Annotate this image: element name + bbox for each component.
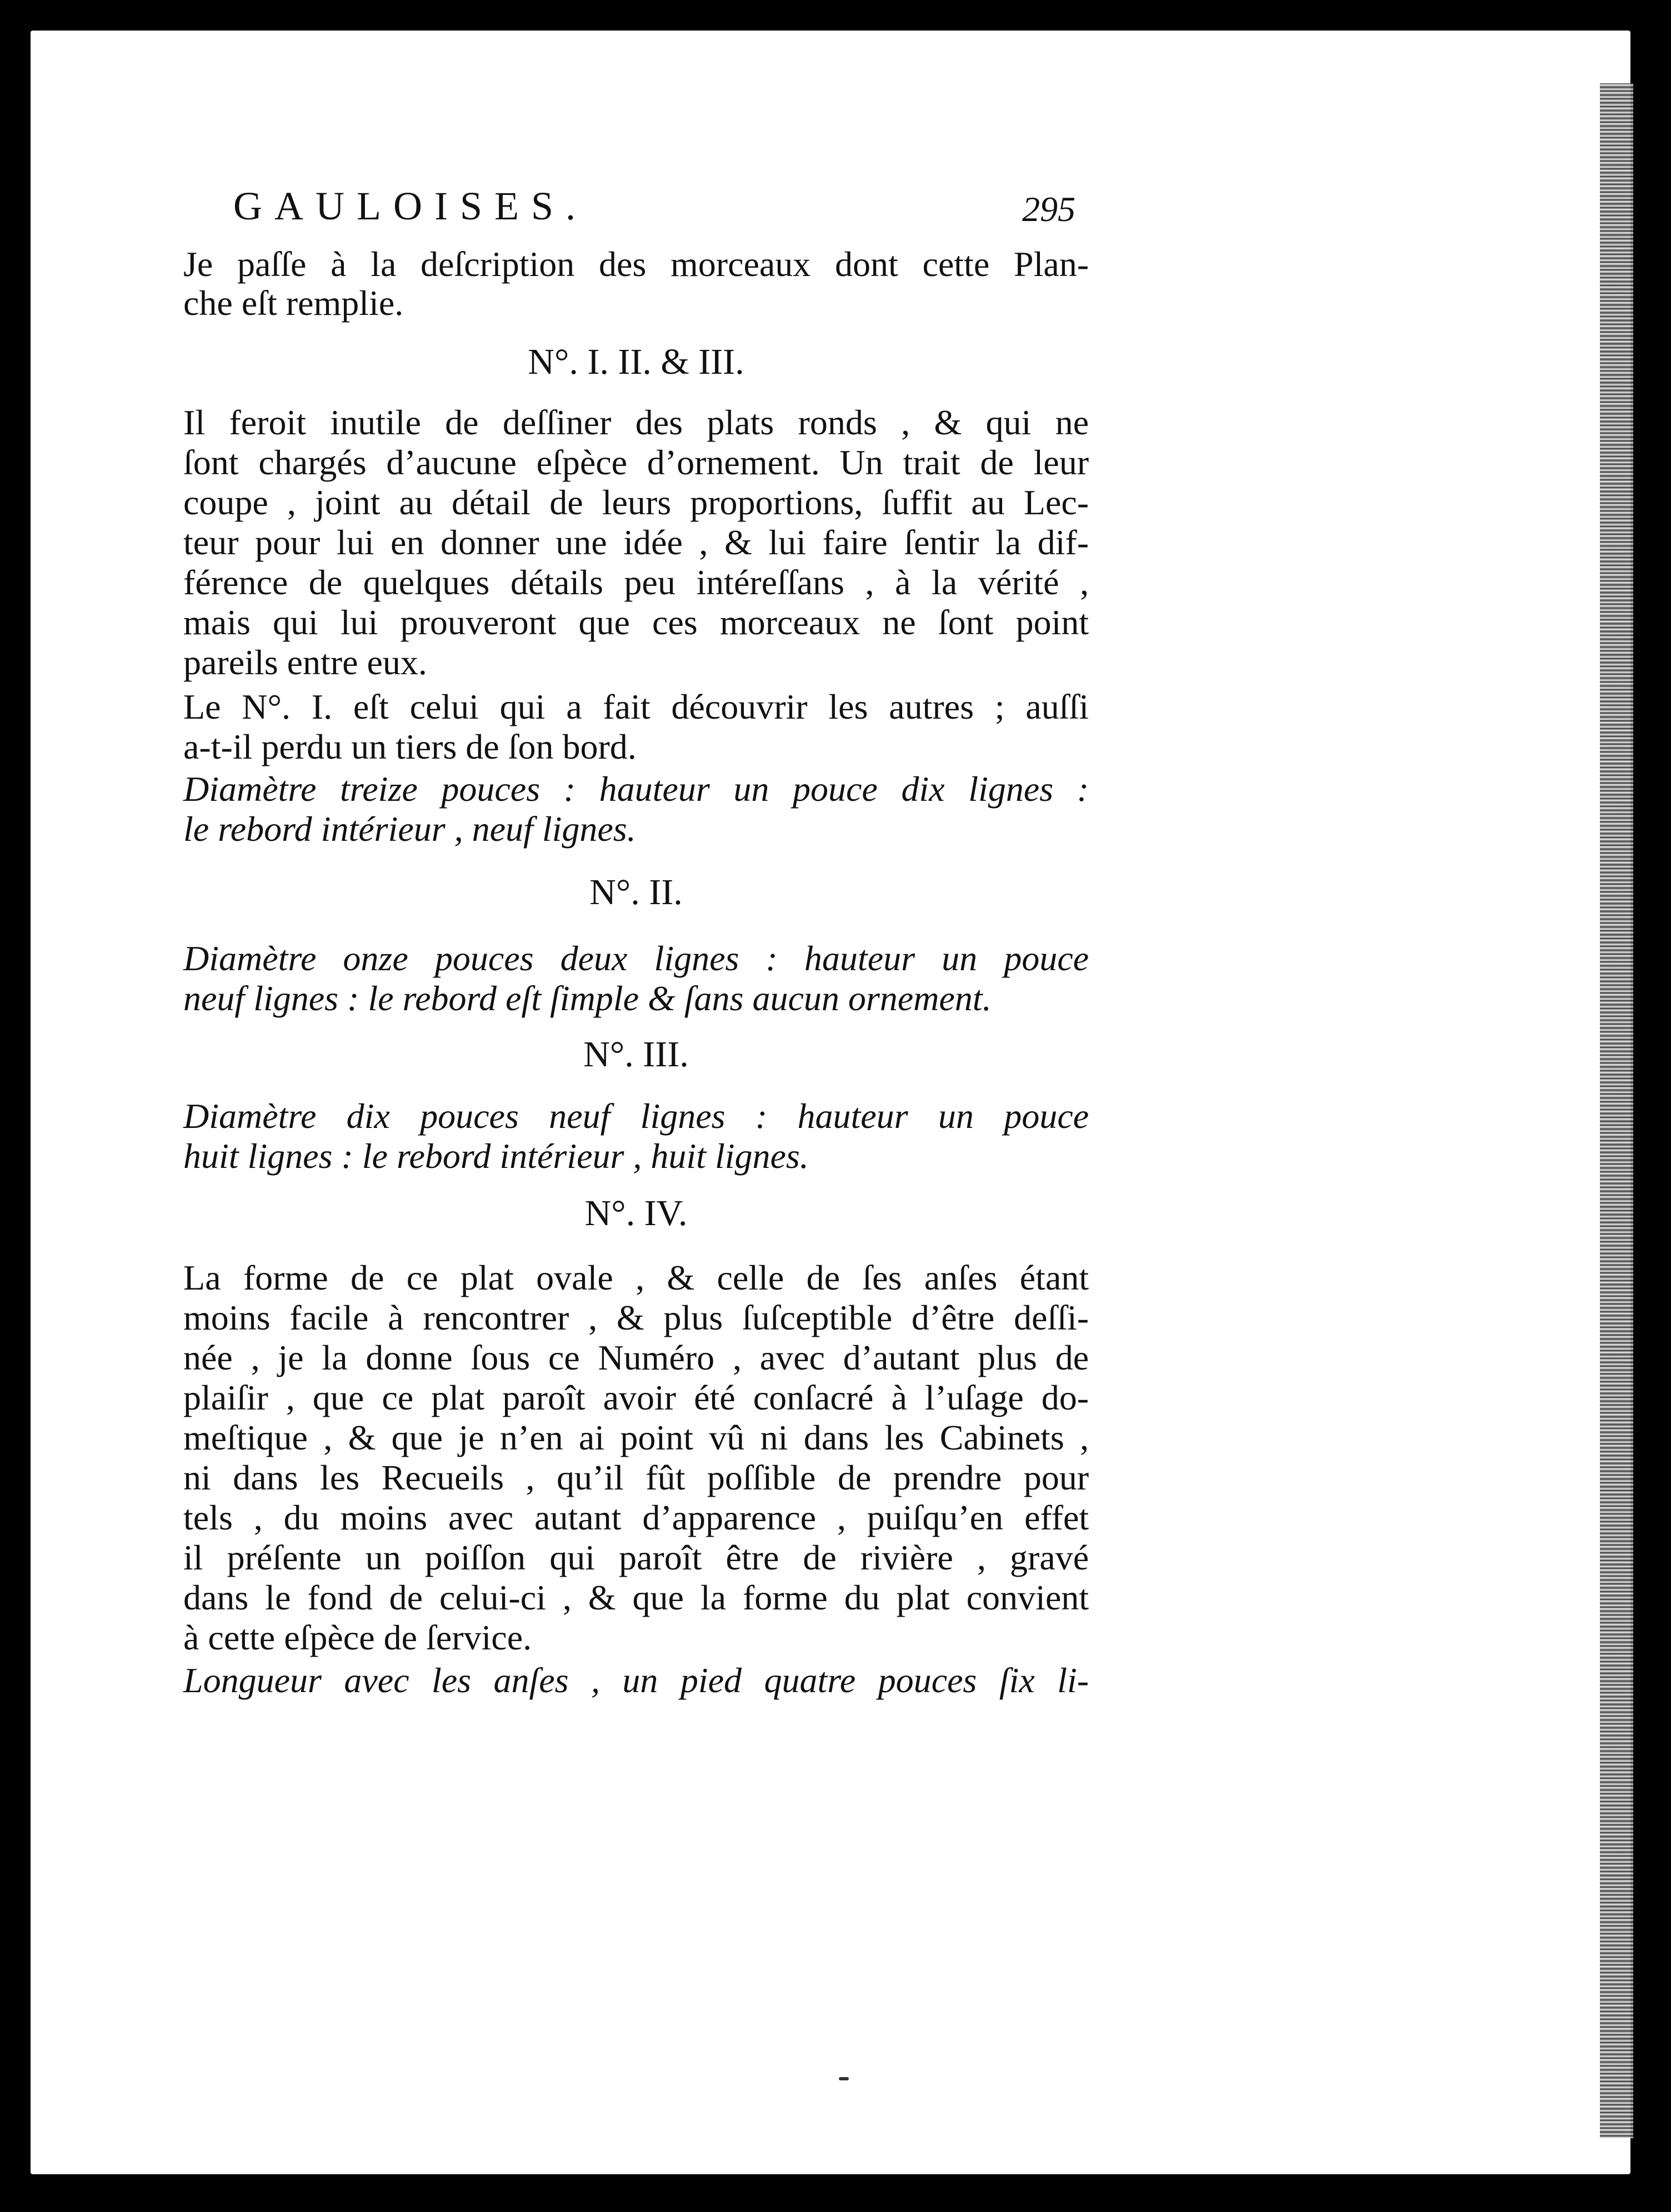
paragraph-line: a-t-il perdu un tiers de ſon bord. [183, 727, 637, 766]
running-title: GAULOISES. [233, 184, 588, 228]
measure-line: Diamètre onze pouces deux lignes : hauteur un pouce [183, 939, 1089, 978]
paragraph-line: meſtique , & que je n’en ai point vû ni dans les Cabinets , [183, 1418, 1089, 1457]
section-heading: N°. IV. [584, 1193, 688, 1233]
paragraph-line: coupe , joint au détail de leurs proportions, ſuffit au Lec- [183, 483, 1089, 522]
section-heading: N°. II. [589, 872, 683, 912]
measure-line: le rebord intérieur , neuf lignes. [183, 809, 636, 849]
paragraph-line: pareils entre eux. [183, 643, 427, 682]
paragraph-line: férence de quelques détails peu intéreſſans , à la vérité , [183, 563, 1089, 602]
paragraph-line: il préſente un poiſſon qui paroît être de rivière , gravé [183, 1538, 1089, 1577]
measure-line: huit lignes : le rebord intérieur , huit lignes. [183, 1136, 809, 1176]
paragraph-line: plaiſir , que ce plat paroît avoir été conſacré à l’uſage do- [183, 1378, 1089, 1417]
paragraph-line: dans le fond de celui-ci , & que la forme du plat convient [183, 1578, 1089, 1617]
paragraph-line: Il feroit inutile de deſſiner des plats ronds , & qui ne [183, 403, 1089, 442]
intro-line: Je paſſe à la deſcription des morceaux dont cette Plan- [183, 244, 1089, 284]
paragraph-line: moins facile à rencontrer , & plus ſuſceptible d’être deſſi- [183, 1298, 1089, 1337]
paragraph-line: mais qui lui prouveront que ces morceaux ne ſont point [183, 603, 1089, 642]
paragraph-line: Le N°. I. eſt celui qui a fait découvrir les autres ; auſſi [183, 687, 1089, 726]
paragraph-line: teur pour lui en donner une idée , & lui faire ſentir la dif- [183, 523, 1089, 562]
ink-speck [839, 2077, 849, 2080]
paragraph-line: tels , du moins avec autant d’apparence , puiſqu’en effet [183, 1498, 1089, 1537]
paragraph-line: La forme de ce plat ovale , & celle de ſes anſes étant [183, 1258, 1089, 1297]
measure-line: Diamètre dix pouces neuf lignes : hauteur un pouce [183, 1096, 1089, 1136]
page-number: 295 [1022, 189, 1075, 229]
paragraph-line: née , je la donne ſous ce Numéro , avec d’autant plus de [183, 1338, 1089, 1377]
intro-line: che eſt remplie. [183, 283, 404, 323]
measure-line: neuf lignes : le rebord eſt ſimple & ſans aucun ornement. [183, 979, 992, 1018]
page-edge [1600, 83, 1633, 2138]
section-heading: N°. III. [583, 1034, 689, 1075]
measure-line: Diamètre treize pouces : hauteur un pouce dix lignes : [183, 769, 1089, 809]
paragraph-line: ni dans les Recueils , qu’il fût poſſible de prendre pour [183, 1458, 1089, 1497]
paragraph-line: ſont chargés d’aucune eſpèce d’ornement. Un trait de leur [183, 443, 1089, 482]
paragraph-line: à cette eſpèce de ſervice. [183, 1618, 532, 1657]
measure-line: Longueur avec les anſes , un pied quatre pouces ſix li- [183, 1661, 1089, 1700]
section-heading: N°. I. II. & III. [528, 342, 744, 382]
